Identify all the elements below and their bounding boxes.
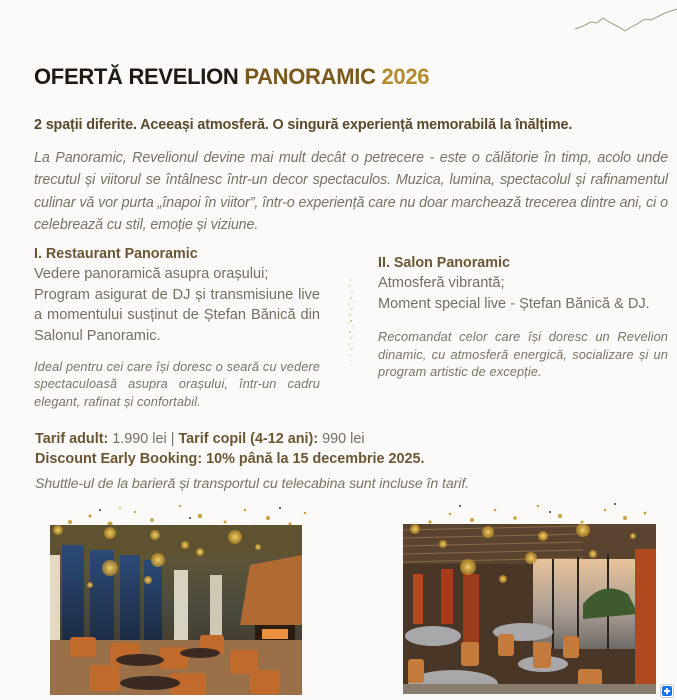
child-price-label: Tarif copil (4-12 ani): [178,431,319,447]
child-price-value: 990 lei [322,431,365,447]
salon-panoramic-photo [403,524,656,694]
adult-price-label: Tarif adult: [35,431,109,447]
section-note: Ideal pentru cei care își doresc o seară cu vedere spectaculoasă asupra orașului, într-un cadru elegant, rafinat și confortabil. [34,358,320,409]
section-restaurant-panoramic [34,244,320,410]
feature-line: Vedere panoramică asupra orașului; [34,266,269,282]
feature-line: Moment special live - Ștefan Bănică & DJ. [378,295,650,312]
gold-confetti-decoration [420,496,660,526]
expand-button[interactable] [660,684,674,698]
shuttle-note: Shuttle-ul de la barieră și transportul cu telecabina sunt incluse în tarif. [35,476,470,492]
section-note: Recomandat celor care își doresc un Revelion dinamic, cu atmosferă energică, socializare și un program artistic de excepție. [378,329,668,380]
plus-square-icon [662,686,672,696]
feature-line: Atmosferă vibrantă; [378,275,505,291]
price-separator: | [170,431,175,447]
pricing-block [35,429,555,494]
price-row [35,429,555,449]
section-salon-panoramic [378,253,668,381]
subtitle: 2 spații diferite. Aceeași atmosferă. O singură experiență memorabilă la înălțime. [34,117,573,133]
early-booking-discount: Discount Early Booking: 10% până la 15 decembrie 2025. [35,451,425,467]
section-heading: II. Salon Panoramic [378,255,510,271]
adult-price-value: 1.990 lei [112,431,167,447]
title-part-panoramic: PANORAMIC [244,64,376,89]
section-heading: I. Restaurant Panoramic [34,246,198,262]
feature-line: Program asigurat de DJ și transmisiune live a momentului susținut de Ștefan Bănică din Salonul Panoramic. [34,286,320,345]
gold-confetti-decoration [40,498,320,528]
mountain-outline-icon [575,8,677,38]
restaurant-panoramic-photo [50,525,302,695]
sparkle-divider [346,276,356,368]
title-part-offer: OFERTĂ REVELION [34,64,239,89]
title-part-year: 2026 [381,64,430,89]
page-title [34,64,429,90]
intro-paragraph: La Panoramic, Revelionul devine mai mult decât o petrecere - este o călătorie în timp, acolo unde trecutul și viitorul se întâlnesc într-un decor spectaculos. Muzica, lumina, spectacolul și rafinamentul culinar vă vor purta „înapoi în viitor”, într-o experiență care nu doar marchează trecerea dintre ani, ci o celebrează cu stil, emoție și viziune. [34,150,668,233]
